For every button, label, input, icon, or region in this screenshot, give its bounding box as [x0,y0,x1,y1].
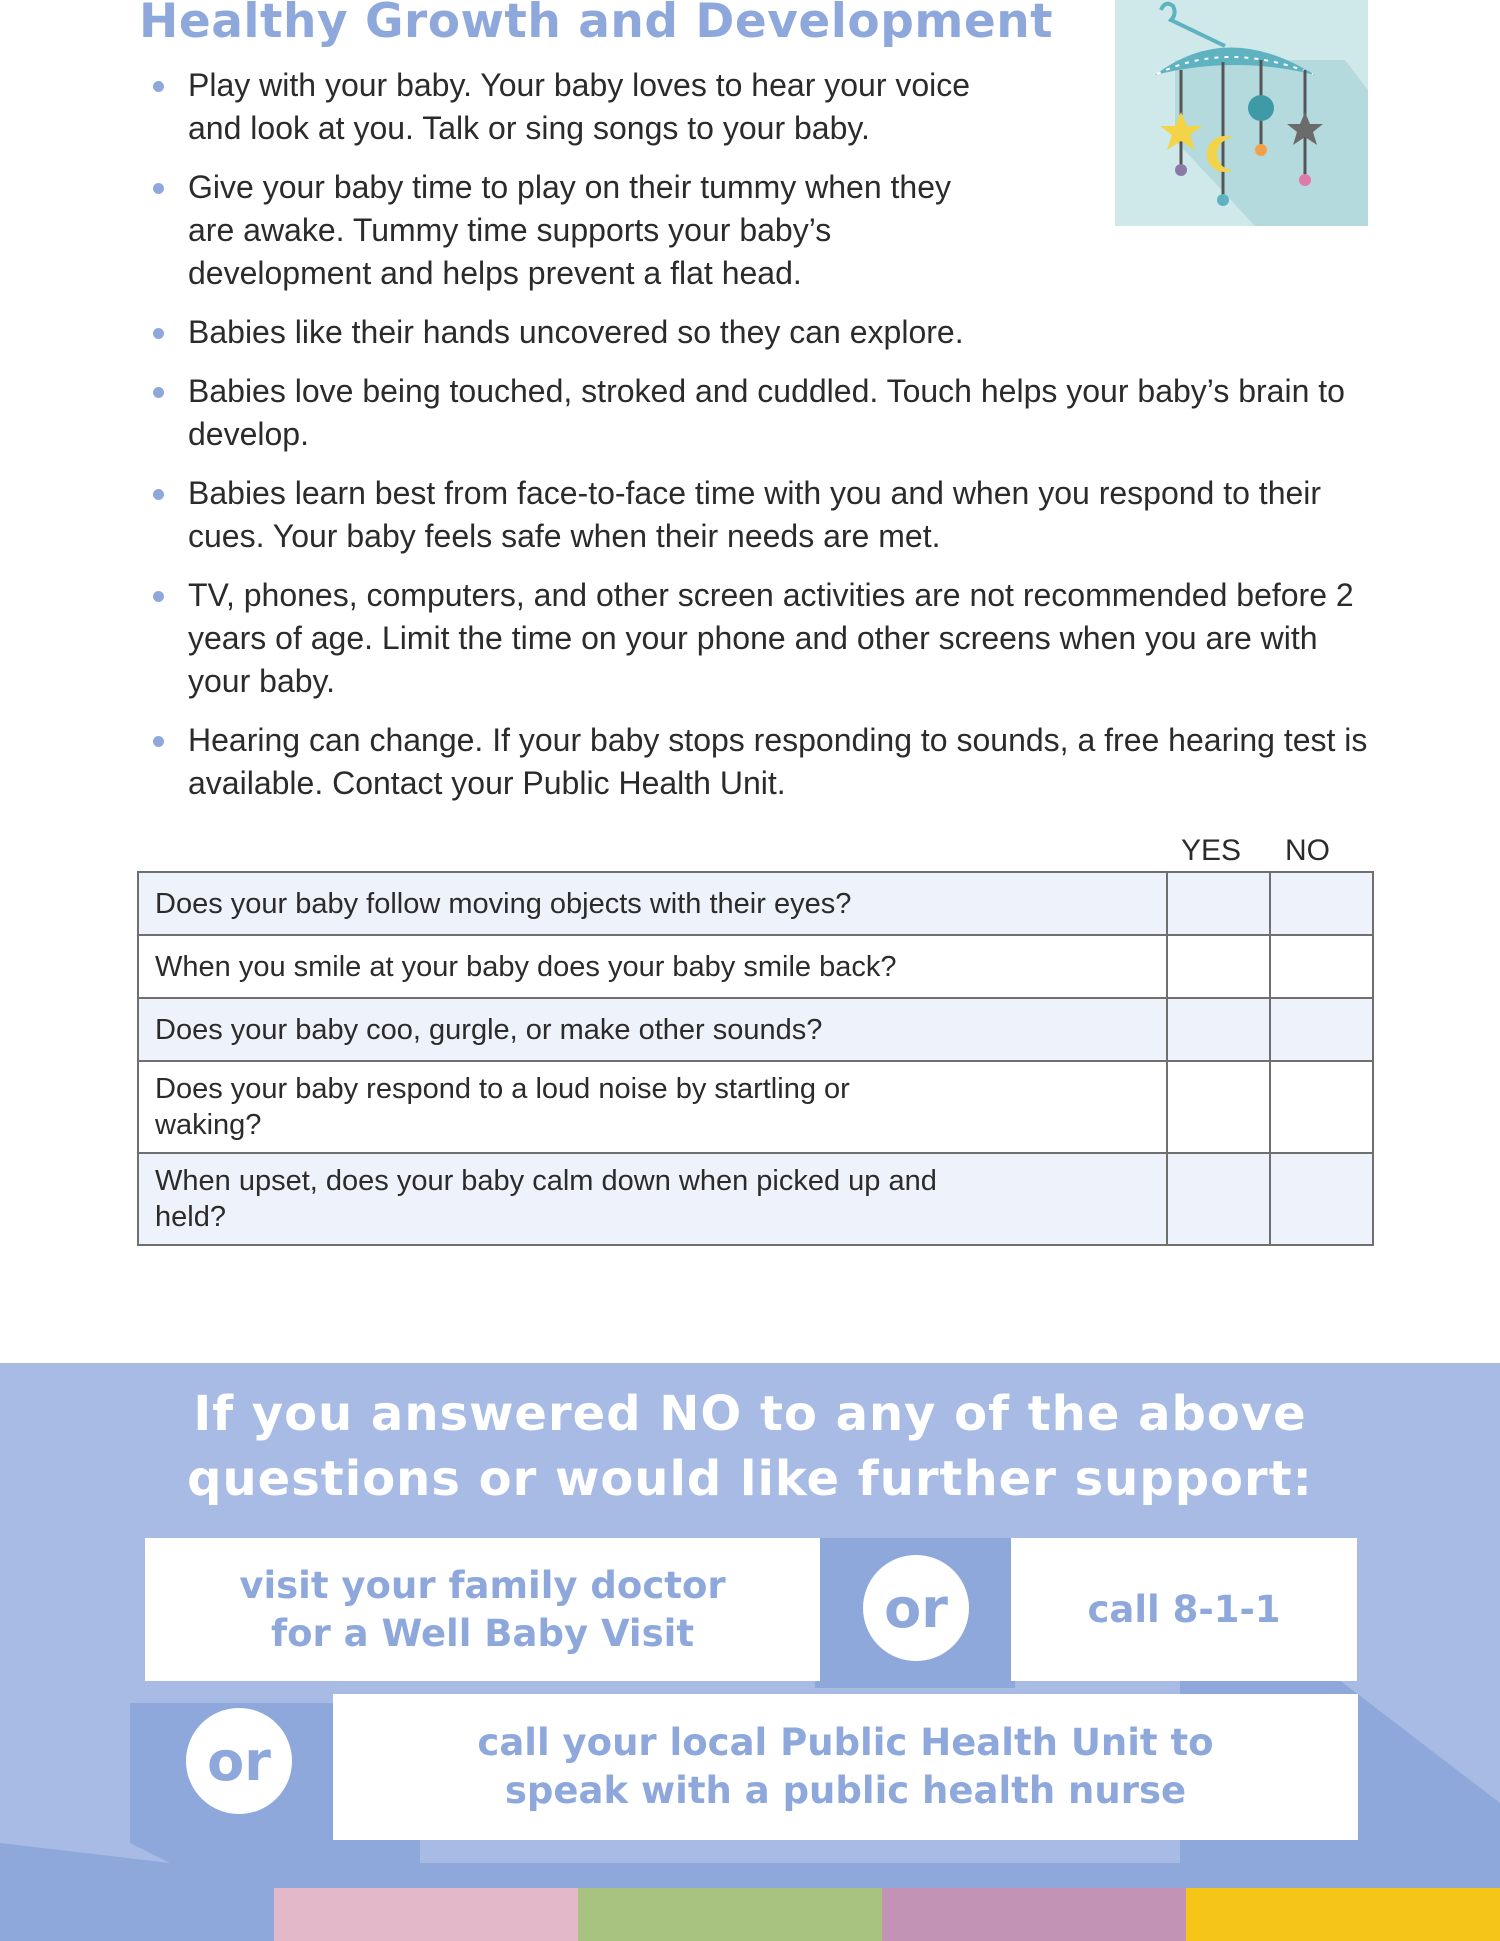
family-doctor-option [145,1538,820,1681]
support-heading-line: questions or would like further support: [187,1451,1313,1507]
yes-checkbox[interactable] [1167,1061,1270,1153]
or-badge: or [863,1555,969,1661]
no-checkbox[interactable] [1270,1061,1373,1153]
yes-column-header: YES [1181,834,1242,867]
yes-checkbox[interactable] [1167,935,1270,998]
no-checkbox[interactable] [1270,872,1373,935]
question-cell: Does your baby follow moving objects with their eyes? [138,872,1167,935]
call-811-option [1011,1538,1357,1681]
color-strip [882,1888,1186,1941]
option-text: call your local Public Health Unit to [477,1721,1214,1764]
option-text: visit your family doctor [239,1563,726,1607]
table-row [138,1153,1373,1245]
list-item: TV, phones, computers, and other screen activities are not recommended before 2 years of age. Limit the time on your phone and other screens when you are with your baby. [150,574,1380,703]
color-strip [578,1888,882,1941]
no-checkbox[interactable] [1270,1153,1373,1245]
list-item: Babies like their hands uncovered so they can explore. [150,311,1380,354]
no-checkbox[interactable] [1270,998,1373,1061]
page-title: Healthy Growth and Development [139,0,1054,49]
list-item: Babies love being touched, stroked and cuddled. Touch helps your baby’s brain to develop. [150,370,1380,456]
question-cell [138,1153,1167,1245]
table-row [138,872,1373,935]
question-cell: Does your baby coo, gurgle, or make other sounds? [138,998,1167,1061]
table-row [138,998,1373,1061]
yes-checkbox[interactable] [1167,1153,1270,1245]
option-text: speak with a public health nurse [504,1769,1187,1812]
color-strip [1186,1888,1500,1941]
list-item: Give your baby time to play on their tummy when they are awake. Tummy time supports your baby’s development and helps prevent a flat head. [150,166,978,295]
list-item: Babies learn best from face-to-face time with you and when you respond to their cues. Your baby feels safe when their needs are met. [150,472,1380,558]
milestone-checklist [137,871,1374,1246]
no-checkbox[interactable] [1270,935,1373,998]
question-text: When upset, does your baby calm down when picked up and held? [155,1165,937,1233]
question-cell [138,1061,1167,1153]
table-row [138,935,1373,998]
list-item: Hearing can change. If your baby stops responding to sounds, a free hearing test is available. Contact your Public Health Unit. [150,719,1380,805]
yes-checkbox[interactable] [1167,872,1270,935]
option-text: for a Well Baby Visit [270,1611,695,1655]
yes-checkbox[interactable] [1167,998,1270,1061]
no-column-header: NO [1285,834,1330,867]
list-item: Play with your baby. Your baby loves to hear your voice and look at you. Talk or sing songs to your baby. [150,64,1018,150]
option-text: call 8-1-1 [1087,1587,1281,1631]
question-cell: When you smile at your baby does your baby smile back? [138,935,1167,998]
or-badge: or [186,1708,292,1814]
public-health-unit-option [333,1694,1358,1840]
question-text: Does your baby respond to a loud noise by startling or waking? [155,1073,850,1141]
support-heading-line: If you answered NO to any of the above [193,1386,1307,1442]
table-row [138,1061,1373,1153]
tips-list [150,64,1380,821]
color-strip [274,1888,578,1941]
support-heading [0,1382,1500,1512]
